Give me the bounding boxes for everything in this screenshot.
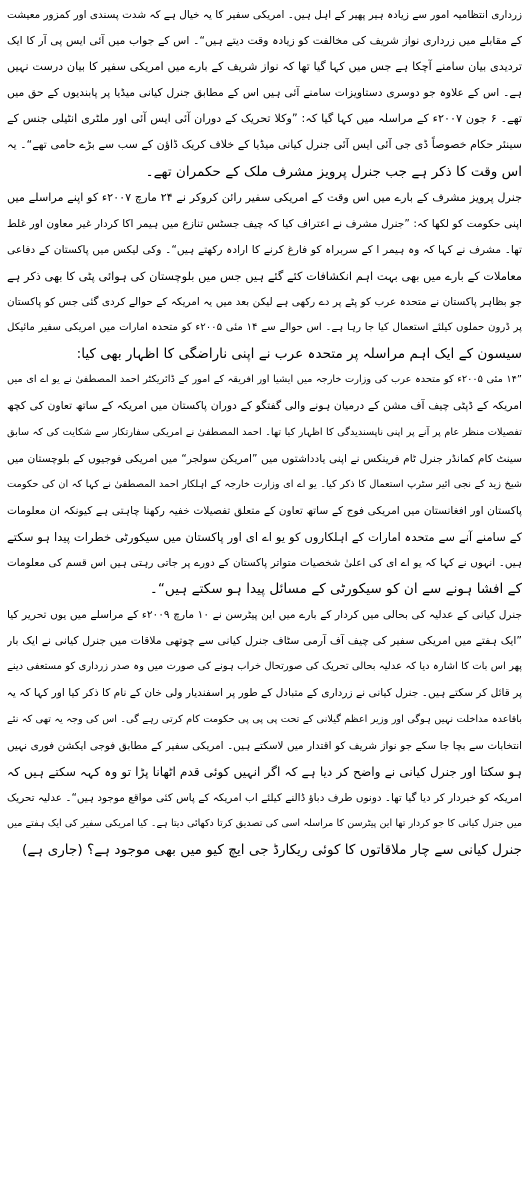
text-line: کے سامنے آنے سے متحدہ امارات کے اہلکاروں کو یو اے ای اور پاکستان میں سیکورٹی خطرات پیدا ہو سکتے <box>7 529 522 544</box>
text-line: جنرل پرویز مشرف کے بارے میں اس وقت کے امریکی سفیر رائن کروکر نے ۲۴ مارچ ۲۰۰۷ء کو اپنے مراسلے میں <box>7 190 522 204</box>
text-line: پاکستان اور افغانستان میں امریکی فوج کے ساتھ تعاون کے متعلق تفصیلات خفیہ رکھنا چاہتی ہے کیونکہ ان معلومات <box>7 504 522 517</box>
text-line: امریکہ کو خبردار کر دیا گیا تھا۔ دونوں طرف دباؤ ڈالنے کیلئے اب امریکہ کے پاس کئی مواقع موجود ہیں“۔ عدلیہ تحریک <box>7 791 522 804</box>
text-line: اپنی حکومت کو لکھا کہ: ”جنرل مشرف نے اعتراف کیا کہ چیف جسٹس تنازع میں ہیمر اکا کردار غیر معاون اور غلط <box>7 217 522 230</box>
text-line: ہو سکتا اور جنرل کیانی نے واضح کر دیا ہے کہ اگر انہیں کوئی قدم اٹھانا پڑا تو وہ کہہ سکتے ہیں کہ <box>7 764 522 779</box>
text-line: تھے۔ ۶ جون ۲۰۰۷ء کے مراسلہ میں کہا گیا کہ: ”وکلا تحریک کے دوران آئی ایس آئی اور ملٹری انٹیلی جنس کے <box>7 112 522 126</box>
text-line: تفصیلات منظر عام پر آنے پر اپنی ناپسندیدگی کا اظہار کیا تھا۔ احمد المصطفیٰ نے امریکی سفارتکار سے شکایت کی کہ سابق <box>7 426 522 438</box>
text-line: سینٹ کام کمانڈر جنرل ٹام فرینکس نے اپنی یادداشتوں میں ”امریکن سولجر“ میں امریکی فوجیوں کے بلوچستان میں <box>7 452 522 465</box>
text-line: باقاعدہ مداخلت نہیں ہوگی اور وزیر اعظم گیلانی کے تحت پی پی پی حکومت کام کرتی رہے گی۔ اس کی وجہ یہ تھی کہ نئے <box>7 713 522 725</box>
text-line: امریکہ کے ڈپٹی چیف آف مشن کے درمیان ہونے والی گفتگو کے دوران پاکستان میں امریکہ کے ساتھ تعاون کی کچھ <box>7 399 522 413</box>
article-paragraph <box>7 185 522 368</box>
text-line: ”ایک ہفتے میں امریکی سفیر کی چیف آف آرمی سٹاف جنرل کیانی سے چوتھی ملاقات میں جنرل کیانی نے ایک بار <box>7 634 522 648</box>
text-line: پر قائل کر سکتے ہیں۔ جنرل کیانی نے زرداری کے متبادل کے طور پر اسفندیار ولی خان کے نام کا ذکر کیا اور کہا کہ یہ <box>7 687 522 700</box>
text-line: ہیں۔ انہوں نے کہا کہ یو اے ای کی اعلیٰ شخصیات متواتر پاکستان کے دورے پر جاتی رہتی ہیں اس قسم کی معلومات <box>7 556 522 569</box>
text-line: زرداری انتظامیہ امور سے زیادہ ہیر پھیر کے اہل ہیں۔ امریکی سفیر کا یہ خیال ہے کہ شدت پسندی اور کمزور معیشت <box>7 9 522 21</box>
article-paragraph <box>7 602 522 863</box>
text-line: پر ڈرون حملوں کیلئے استعمال کیا جا رہا ہے۔ اس حوالے سے ۱۴ مئی ۲۰۰۵ء کو متحدہ امارات میں امریکی سفیر مائیکل <box>7 322 522 334</box>
text-line: اس وقت کا ذکر ہے جب جنرل پرویز مشرف ملک کے حکمران تھے۔ <box>145 163 522 180</box>
text-line: معاملات کے بارے میں بھی بہت اہم انکشافات کئے گئے ہیں جس میں بلوچستان کی ہوائی پٹی کا بھی ذکر ہے <box>7 268 522 283</box>
text-line: ہے۔ اس کے علاوہ جو دوسری دستاویزات سامنے آئی ہیں اس کے مطابق جنرل کیانی میڈیا پر پابندیوں کے حق میں <box>7 86 522 100</box>
text-line: کے افشا ہونے سے ان کو سیکورٹی کے مسائل پیدا ہو سکتے ہیں“۔ <box>149 581 522 598</box>
text-line: سینئر حکام خصوصاً ڈی جی آئی ایس آئی جنرل کیانی میڈیا کے خلاف کریک ڈاؤن کے سب سے بڑے حامی تھے“۔ یہ <box>7 138 522 152</box>
text-line: میں جنرل کیانی کا جو کردار تھا این پیٹرسن کا مراسلہ اسی کی تصدیق کرتا دکھائی دیتا ہے۔ کیا امریکی سفیر کی ایک ہفتے میں <box>7 817 522 829</box>
article-paragraph <box>7 367 522 602</box>
text-line: سیسون کے ایک اہم مراسلہ پر متحدہ عرب نے اپنی ناراضگی کا اظہار بھی کیا: <box>76 346 522 363</box>
text-line: جنرل کیانی کے عدلیہ کی بحالی میں کردار کے بارے میں این پیٹرسن نے ۱۰ مارچ ۲۰۰۹ء کے مراسلے میں یوں تحریر کیا <box>7 609 522 622</box>
text-line: جو بظاہر پاکستان نے متحدہ عرب کو پٹے پر دے رکھی ہے لیکن بعد میں یہ امریکہ کے حوالے کردی گئی جس کو پاکستان <box>7 296 522 309</box>
text-line: ”۱۴ مئی ۲۰۰۵ء کو متحدہ عرب کی وزارت خارجہ میں ایشیا اور افریقہ کے امور کے ڈائریکٹر احمد المصطفیٰ نے یو اے ای میں <box>7 374 522 386</box>
text-line: کے مقابلے میں زرداری نواز شریف کی مخالفت کو زیادہ وقت دیتے ہیں“۔ اس کے جواب میں آئی ایس پی آر کا ایک <box>7 34 522 48</box>
text-line: انتخابات سے بچا جا سکے جو نواز شریف کو اقتدار میں لاسکتے ہیں۔ امریکی سفیر کے مطابق فوجی ایکشن فوری نہیں <box>7 739 522 752</box>
text-line: جنرل کیانی سے چار ملاقاتوں کا کوئی ریکارڈ جی ایچ کیو میں بھی موجود ہے؟ (جاری ہے) <box>22 842 522 858</box>
text-line: پھر اس بات کا اشارہ دیا کہ عدلیہ بحالی تحریک کی صورتحال خراب ہونے کی صورت میں وہ صدر زرداری کو مستعفی دینے <box>7 661 522 673</box>
article-paragraph <box>7 2 522 185</box>
text-line: شیخ زید کے نجی ائیر سٹرپ استعمال کا ذکر کیا۔ یو اے ای وزارت خارجہ کے اہلکار احمد المصطفیٰ نے کہا کہ ان کی حکومت <box>7 478 522 490</box>
text-line: تھا۔ مشرف نے کہا کہ وہ ہیمر ا کے سربراہ کو فارغ کرنے کا ارادہ رکھتے ہیں“۔ وکی لیکس میں پاکستان کے دفاعی <box>7 243 522 256</box>
text-line: تردیدی بیان سامنے آچکا ہے جس میں کہا گیا تھا کہ نواز شریف کے بارے میں امریکی سفیر کا بیان درست نہیں <box>7 60 522 74</box>
